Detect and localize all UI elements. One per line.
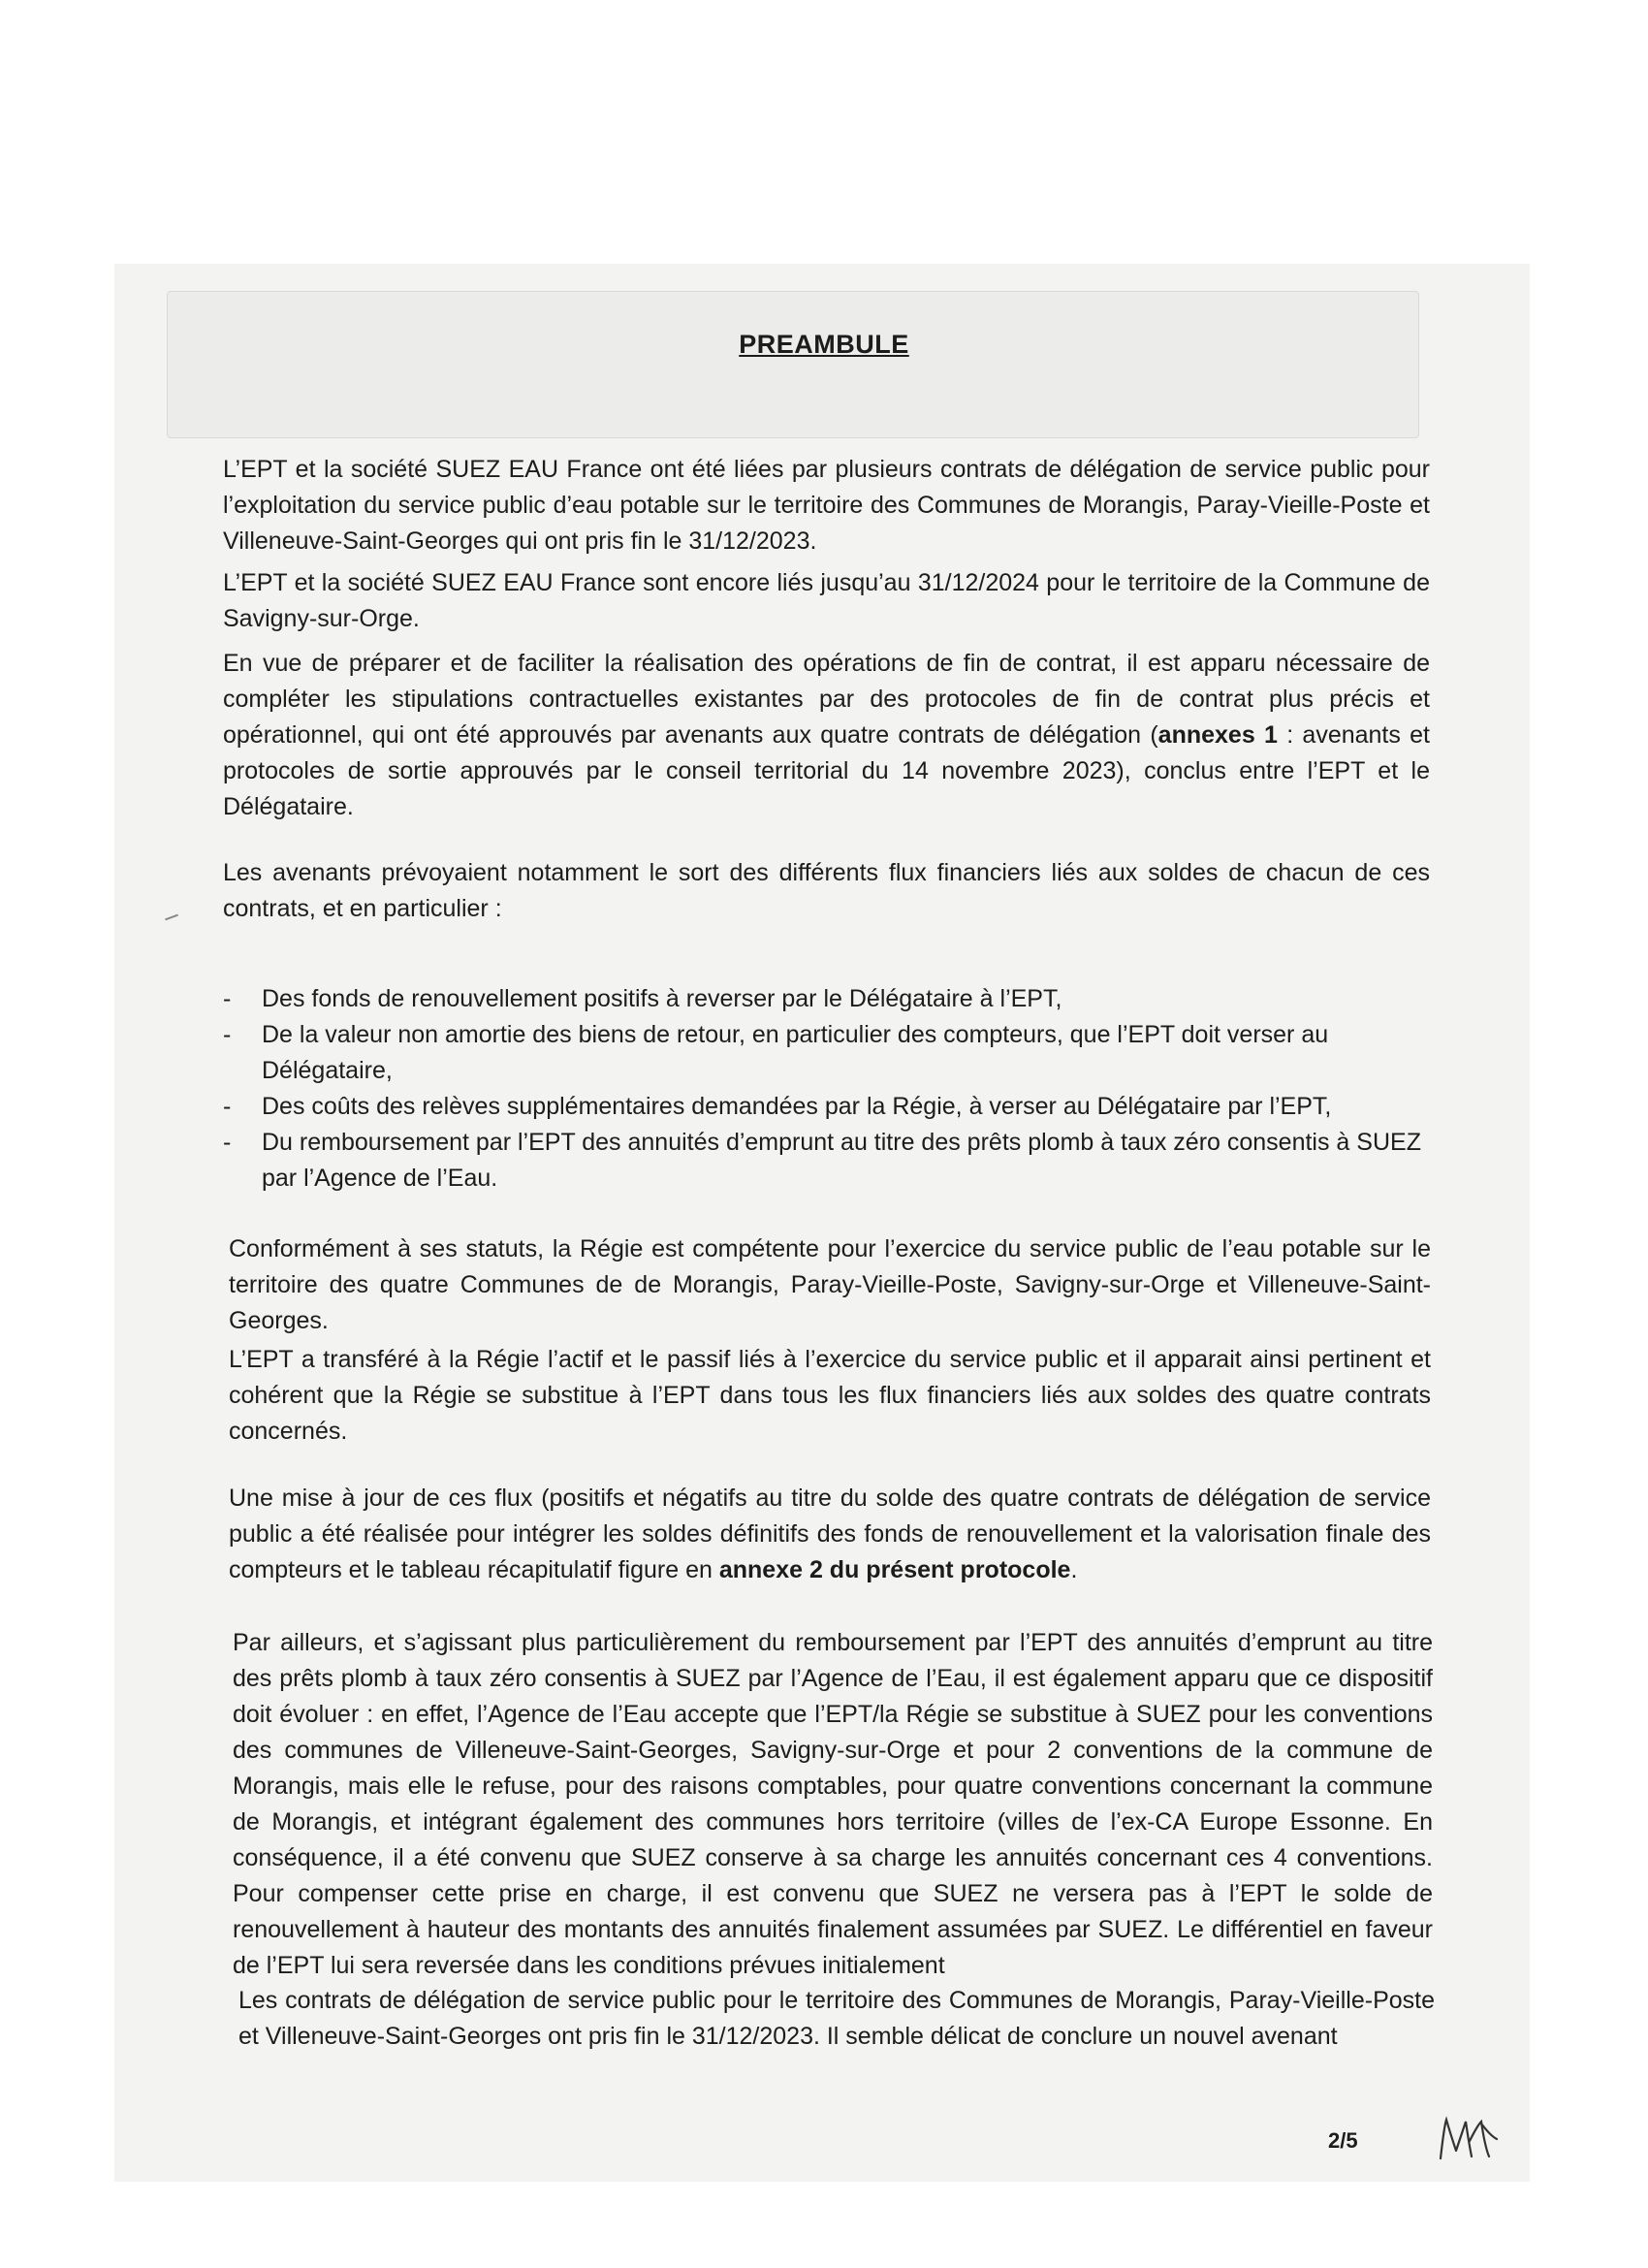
annexe-2-ref: annexe 2 du présent protocole (718, 1556, 1071, 1583)
page-number: 2/5 (1328, 2128, 1358, 2153)
paragraph-7-text-b: . (1070, 1556, 1078, 1583)
paragraph-3 (223, 646, 1430, 825)
initials-signature (1435, 2112, 1503, 2175)
annexes-1-ref: annexes 1 (1157, 721, 1278, 749)
list-item: - Des fonds de renouvellement positifs à reverser par le Délégataire à l’EPT, (223, 981, 1430, 1017)
paragraph-1: L’EPT et la société SUEZ EAU France ont été liées par plusieurs contrats de délégation de service public pour l’exploitation du service public d’eau potable sur le territoire des Communes de Morangis, Paray-Vieille-Poste et Villeneuve-Saint-Georges qui ont pris fin le 31/12/2023. (223, 456, 1430, 555)
paragraph-7-text-a: Une mise à jour de ces flux (positifs et négatifs au titre du solde des quatre contrats de délégation de service public a été réalisée pour intégrer les soldes définitifs des fonds de renouvellement et la valorisation finale des compteurs et le tableau récapitulatif figure en (229, 1485, 1431, 1583)
paragraph-8: Par ailleurs, et s’agissant plus particulièrement du remboursement par l’EPT des annuités d’emprunt au titre des prêts plomb à taux zéro consentis à SUEZ par l’Agence de l’Eau, il est également apparu que ce dispositif doit évoluer : en effet, l’Agence de l’Eau accepte que l’EPT/la Régie se substitue à SUEZ pour les conventions des communes de Villeneuve-Saint-Georges, Savigny-sur-Orge et pour 2 conventions de la commune de Morangis, mais elle le refuse, pour des raisons comptables, pour quatre conventions concernant la commune de Morangis, et intégrant également des communes hors territoire (villes de l’ex-CA Europe Essonne. En conséquence, il a été convenu que SUEZ conserve à sa charge les annuités concernant ces 4 conventions. Pour compenser cette prise en charge, il est convenu que SUEZ ne versera pas à l’EPT le solde de renouvellement à hauteur des montants des annuités finalement assumées par SUEZ. Le différentiel en faveur de l’EPT lui sera reversée dans les conditions prévues initialement (233, 1629, 1433, 1979)
paragraph-5: Conformément à ses statuts, la Régie est compétente pour l’exercice du service public de l’eau potable sur le territoire des quatre Communes de de Morangis, Paray-Vieille-Poste, Savigny-sur-Orge et Villeneuve-Saint-Georges. (229, 1235, 1431, 1334)
paragraph-3-text-b: : avenants et protocoles de sortie approuvés par le conseil territorial du 14 novembre 2023), conclus entre l’EPT et le Délégataire. (223, 721, 1430, 820)
paragraph-4: Les avenants prévoyaient notamment le sort des différents flux financiers liés aux soldes de chacun de ces contrats, et en particulier : (223, 859, 1430, 922)
list-item: - Des coûts des relèves supplémentaires demandées par la Régie, à verser au Délégataire par l’EPT, (223, 1089, 1430, 1125)
page-title: PREAMBULE (739, 330, 909, 359)
list-item: - De la valeur non amortie des biens de retour, en particulier des compteurs, que l’EPT doit verser au Délégataire, (223, 1017, 1430, 1089)
paragraph-2: L’EPT et la société SUEZ EAU France sont encore liés jusqu’au 31/12/2024 pour le territoire de la Commune de Savigny-sur-Orge. (223, 569, 1430, 632)
paragraph-6: L’EPT a transféré à la Régie l’actif et le passif liés à l’exercice du service public et il apparait ainsi pertinent et cohérent que la Régie se substitue à l’EPT dans tous les flux financiers liés aux soldes des quatre contrats concernés. (229, 1346, 1431, 1445)
list-item: - Du remboursement par l’EPT des annuités d’emprunt au titre des prêts plomb à taux zéro consentis à SUEZ par l’Agence de l’Eau. (223, 1125, 1430, 1197)
bullet-list (223, 981, 1430, 1197)
paragraph-7 (229, 1481, 1431, 1588)
paragraph-3-text-a: En vue de préparer et de faciliter la réalisation des opérations de fin de contrat, il est apparu nécessaire de compléter les stipulations contractuelles existantes par des protocoles de fin de contrat plus précis et opérationnel, qui ont été approuvés par avenants aux quatre contrats de délégation ( (223, 650, 1430, 749)
paragraph-9: Les contrats de délégation de service public pour le territoire des Communes de Morangis, Paray-Vieille-Poste et Villeneuve-Saint-Georges ont pris fin le 31/12/2023. Il semble délicat de conclure un nouvel avenant (238, 1987, 1435, 2050)
